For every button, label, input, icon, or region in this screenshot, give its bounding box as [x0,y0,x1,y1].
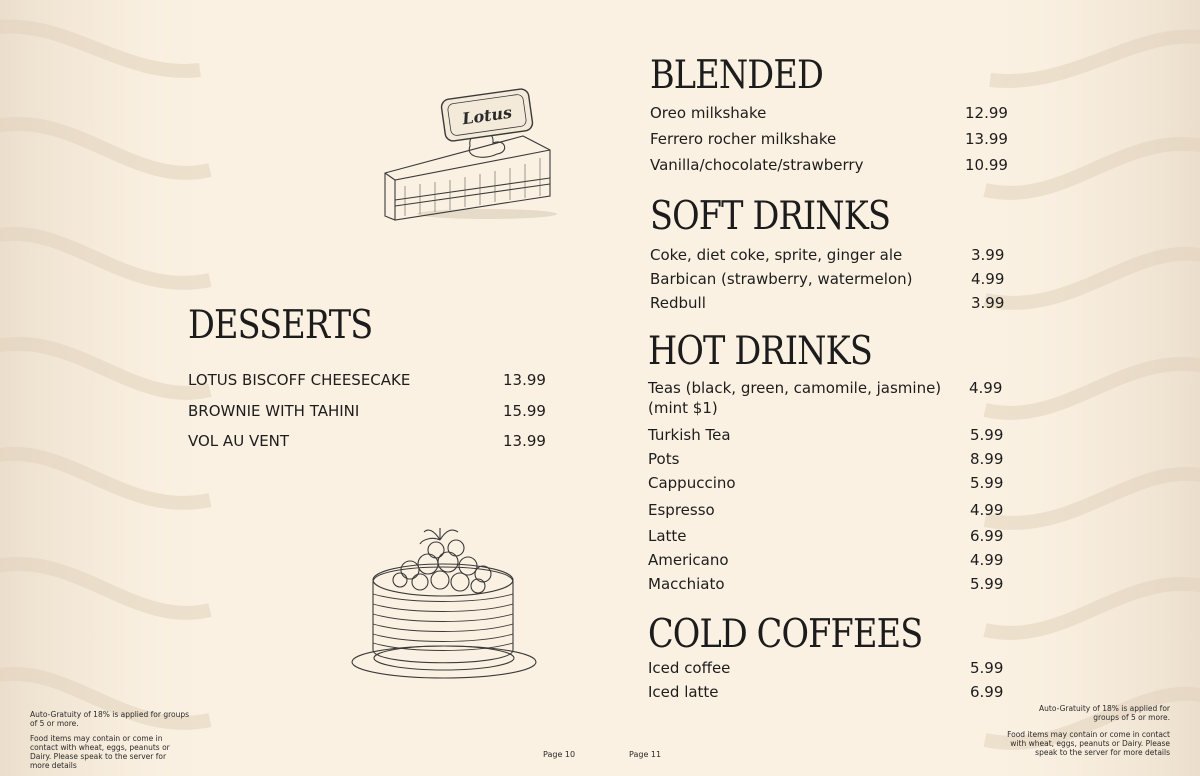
item-price: 3.99 [971,246,1005,264]
desserts-list [188,370,544,460]
item-name: LOTUS BISCOFF CHEESECAKE [188,371,411,389]
blended-heading: BLENDED [650,53,824,98]
item-price: 5.99 [970,575,1004,593]
item-price: 4.99 [969,379,1003,397]
item-price: 4.99 [971,270,1005,288]
page-number: Page 10 [543,750,576,759]
item-name: VOL AU VENT [188,432,290,450]
item-name: Barbican (strawberry, watermelon) [650,270,913,288]
item-name: Pots [648,450,680,468]
item-price: 12.99 [965,104,1008,122]
item-name: Iced coffee [648,659,731,677]
item-name: Turkish Tea [648,426,731,444]
item-price: 13.99 [965,130,1008,148]
item-name: Macchiato [648,575,725,593]
item-name: Ferrero rocher milkshake [650,130,837,148]
item-name: Iced latte [648,683,719,701]
item-name: Espresso [648,501,715,519]
item-name: Redbull [650,294,706,312]
menu-item [648,378,1004,418]
item-name: BROWNIE WITH TAHINI [188,402,360,420]
item-price: 4.99 [970,551,1004,569]
hot-drinks-list [648,378,1004,598]
blended-list [650,103,1008,183]
soft-drinks-heading: SOFT DRINKS [650,194,891,239]
gratuity-note: Auto-Gratuity of 18% is applied for groups of 5 or more. [1039,704,1170,722]
cold-coffees-list [648,658,1004,704]
allergy-note: Food items may contain or come in contact with wheat, eggs, peanuts or Dairy. Please speak to the server for more details [30,734,170,770]
item-price: 15.99 [503,402,546,420]
item-price: 8.99 [970,450,1004,468]
item-price: 3.99 [971,294,1005,312]
soft-drinks-list [650,245,1004,315]
item-price: 5.99 [970,474,1004,492]
cold-coffees-heading: COLD COFFEES [648,612,923,657]
item-name: Teas (black, green, camomile, jasmine) (mint $1) [648,379,942,417]
item-price: 13.99 [503,432,546,450]
desserts-heading: DESSERTS [188,303,373,348]
item-name: Vanilla/chocolate/strawberry [650,156,864,174]
vol-au-vent-illustration [348,522,543,684]
page-number: Page 11 [629,750,662,759]
item-price: 5.99 [970,426,1004,444]
item-name: Americano [648,551,729,569]
item-price: 10.99 [965,156,1008,174]
item-name: Oreo milkshake [650,104,767,122]
item-price: 6.99 [970,527,1004,545]
item-name: Coke, diet coke, sprite, ginger ale [650,246,903,264]
lotus-logo-text: Lotus [461,102,514,129]
item-price: 5.99 [970,659,1004,677]
item-price: 4.99 [970,501,1004,519]
cheesecake-illustration [375,88,565,228]
item-price: 13.99 [503,371,546,389]
item-name: Latte [648,527,687,545]
item-price: 6.99 [970,683,1004,701]
hot-drinks-heading: HOT DRINKS [648,329,872,374]
gratuity-note: Auto-Gratuity of 18% is applied for groups of 5 or more. [30,710,190,728]
item-name: Cappuccino [648,474,736,492]
right-page [600,0,1200,776]
allergy-note: Food items may contain or come in contact with wheat, eggs, peanuts or Dairy. Please speak to the server for more details [1007,730,1170,757]
